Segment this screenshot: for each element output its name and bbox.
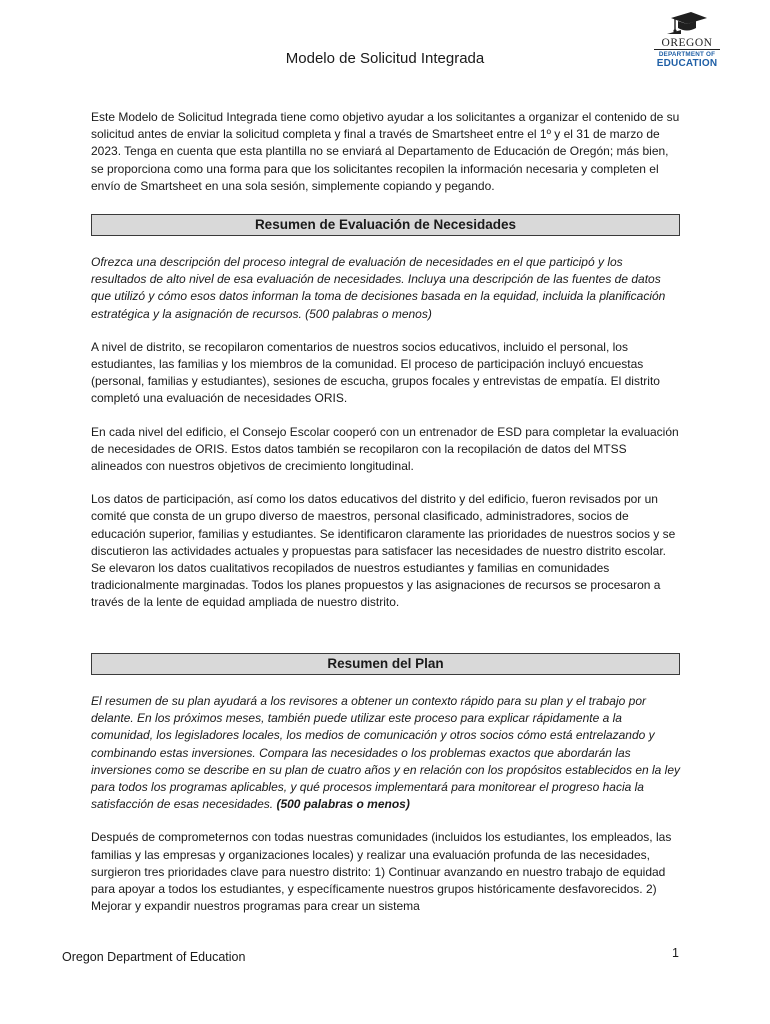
needs-assessment-paragraph-1: A nivel de distrito, se recopilaron comentarios de nuestros socios educativos, incluido el personal, los estudiantes, las familias y los miembros de la comunidad. El proceso de participación incluyó encuestas (personal, familias y estudiantes), sesiones de escucha, grupos focales y entrevistas de empatía. El distrito completó una evaluación de necesidades ORIS. <box>91 339 660 406</box>
plan-summary-word-limit: (500 palabras o menos) <box>276 797 410 812</box>
logo-education-text: EDUCATION <box>656 58 718 69</box>
footer-organization: Oregon Department of Education <box>62 950 246 964</box>
plan-summary-paragraph: Después de comprometernos con todas nuestras comunidades (incluidos los estudiantes, los empleados, las familias y las empresas y organizaciones locales) y realizar una evaluación profunda de las necesidades, surgieron tres prioridades clave para nuestro distrito: 1) Continuar avanzando en nuestro trabajo de equidad para apoyar a todos los estudiantes, y específicamente nuestros grupos históricamente desfavorecidos. 2) Mejorar y expandir nuestros programas para crear un sistema <box>91 830 672 914</box>
intro-paragraph <box>91 109 681 195</box>
plan-summary-prompt <box>91 693 681 813</box>
needs-assessment-paragraph-2: En cada nivel del edificio, el Consejo Escolar cooperó con un entrenador de ESD para completar la evaluación de necesidades de ORIS. Estos datos también se recopilaron con la recopilación de datos del MTSS alineados con nuestros objetivos de crecimiento longitudinal. <box>91 424 679 474</box>
needs-assessment-paragraph-3: Los datos de participación, así como los datos educativos del distrito y del edificio, fueron revisados por un comité que consta de un grupo diverso de maestros, personal clasificado, administradores, socios de educación superior, familias y estudiantes. Se identificaron claramente las prioridades de nuestros socios y se discutieron las actividades actuales y propuestas para satisfacer las necesidades de nuestro distrito escolar. Se elevaron los datos cualitativos recopilados de nuestros estudiantes y familias en comunidades tradicionalmente marginadas. Todos los planes propuestos y las asignaciones de recursos se procesaron a través de la lente de equidad ampliada de nuestro distrito. <box>91 492 676 610</box>
section-plan-summary-body <box>91 693 681 915</box>
page-title: Modelo de Solicitud Integrada <box>285 50 485 67</box>
intro-text: Este Modelo de Solicitud Integrada tiene como objetivo ayudar a los solicitantes a organizar el contenido de su solicitud antes de enviar la solicitud completa y final a través de Smartsheet entre el 1º y el 31 de marzo de 2023. Tenga en cuenta que esta plantilla no se enviará al Departamento de Educación de Oregón; más bien, se proporciona como una forma para que los solicitantes recopilen la información necesaria y completen el envío de Smartsheet en una sola sesión, simplemente copiando y pegando. <box>91 110 680 193</box>
page-number: 1 <box>672 946 679 960</box>
plan-summary-prompt-text: El resumen de su plan ayudará a los revisores a obtener un contexto rápido para su plan y el trabajo por delante. En los próximos meses, también puede utilizar este proceso para explicar rápidamente a la comunidad, los legisladores locales, los medios de comunicación y otros socios cómo está entrelazando y combinando estas inversiones. Compara las necesidades o los problemas exactos que abordarán las inversiones como se describe en su plan de cuatro años y en relación con los propósitos establecidos en la ley para todos los programas aplicables, y qué procesos implementará para monitorear el progreso hacia la satisfacción de esas necesidades. <box>91 694 681 812</box>
graduation-cap-icon <box>665 10 709 36</box>
ode-logo <box>654 10 720 82</box>
logo-oregon-text: OREGON <box>654 37 720 50</box>
section-heading-plan-summary: Resumen del Plan <box>91 653 680 675</box>
needs-assessment-prompt: Ofrezca una descripción del proceso integral de evaluación de necesidades en el que participó y los resultados de alto nivel de esa evaluación de necesidades. Incluya una descripción de las fuentes de datos que utilizó y cómo esos datos informan la toma de decisiones basada en la equidad, incluida la planificación estratégica y la asignación de recursos. (500 palabras o menos) <box>91 255 666 321</box>
section-heading-needs-assessment: Resumen de Evaluación de Necesidades <box>91 214 680 236</box>
logo-department-text: DEPARTMENT OF <box>658 51 716 58</box>
section-needs-assessment-body <box>91 254 681 612</box>
